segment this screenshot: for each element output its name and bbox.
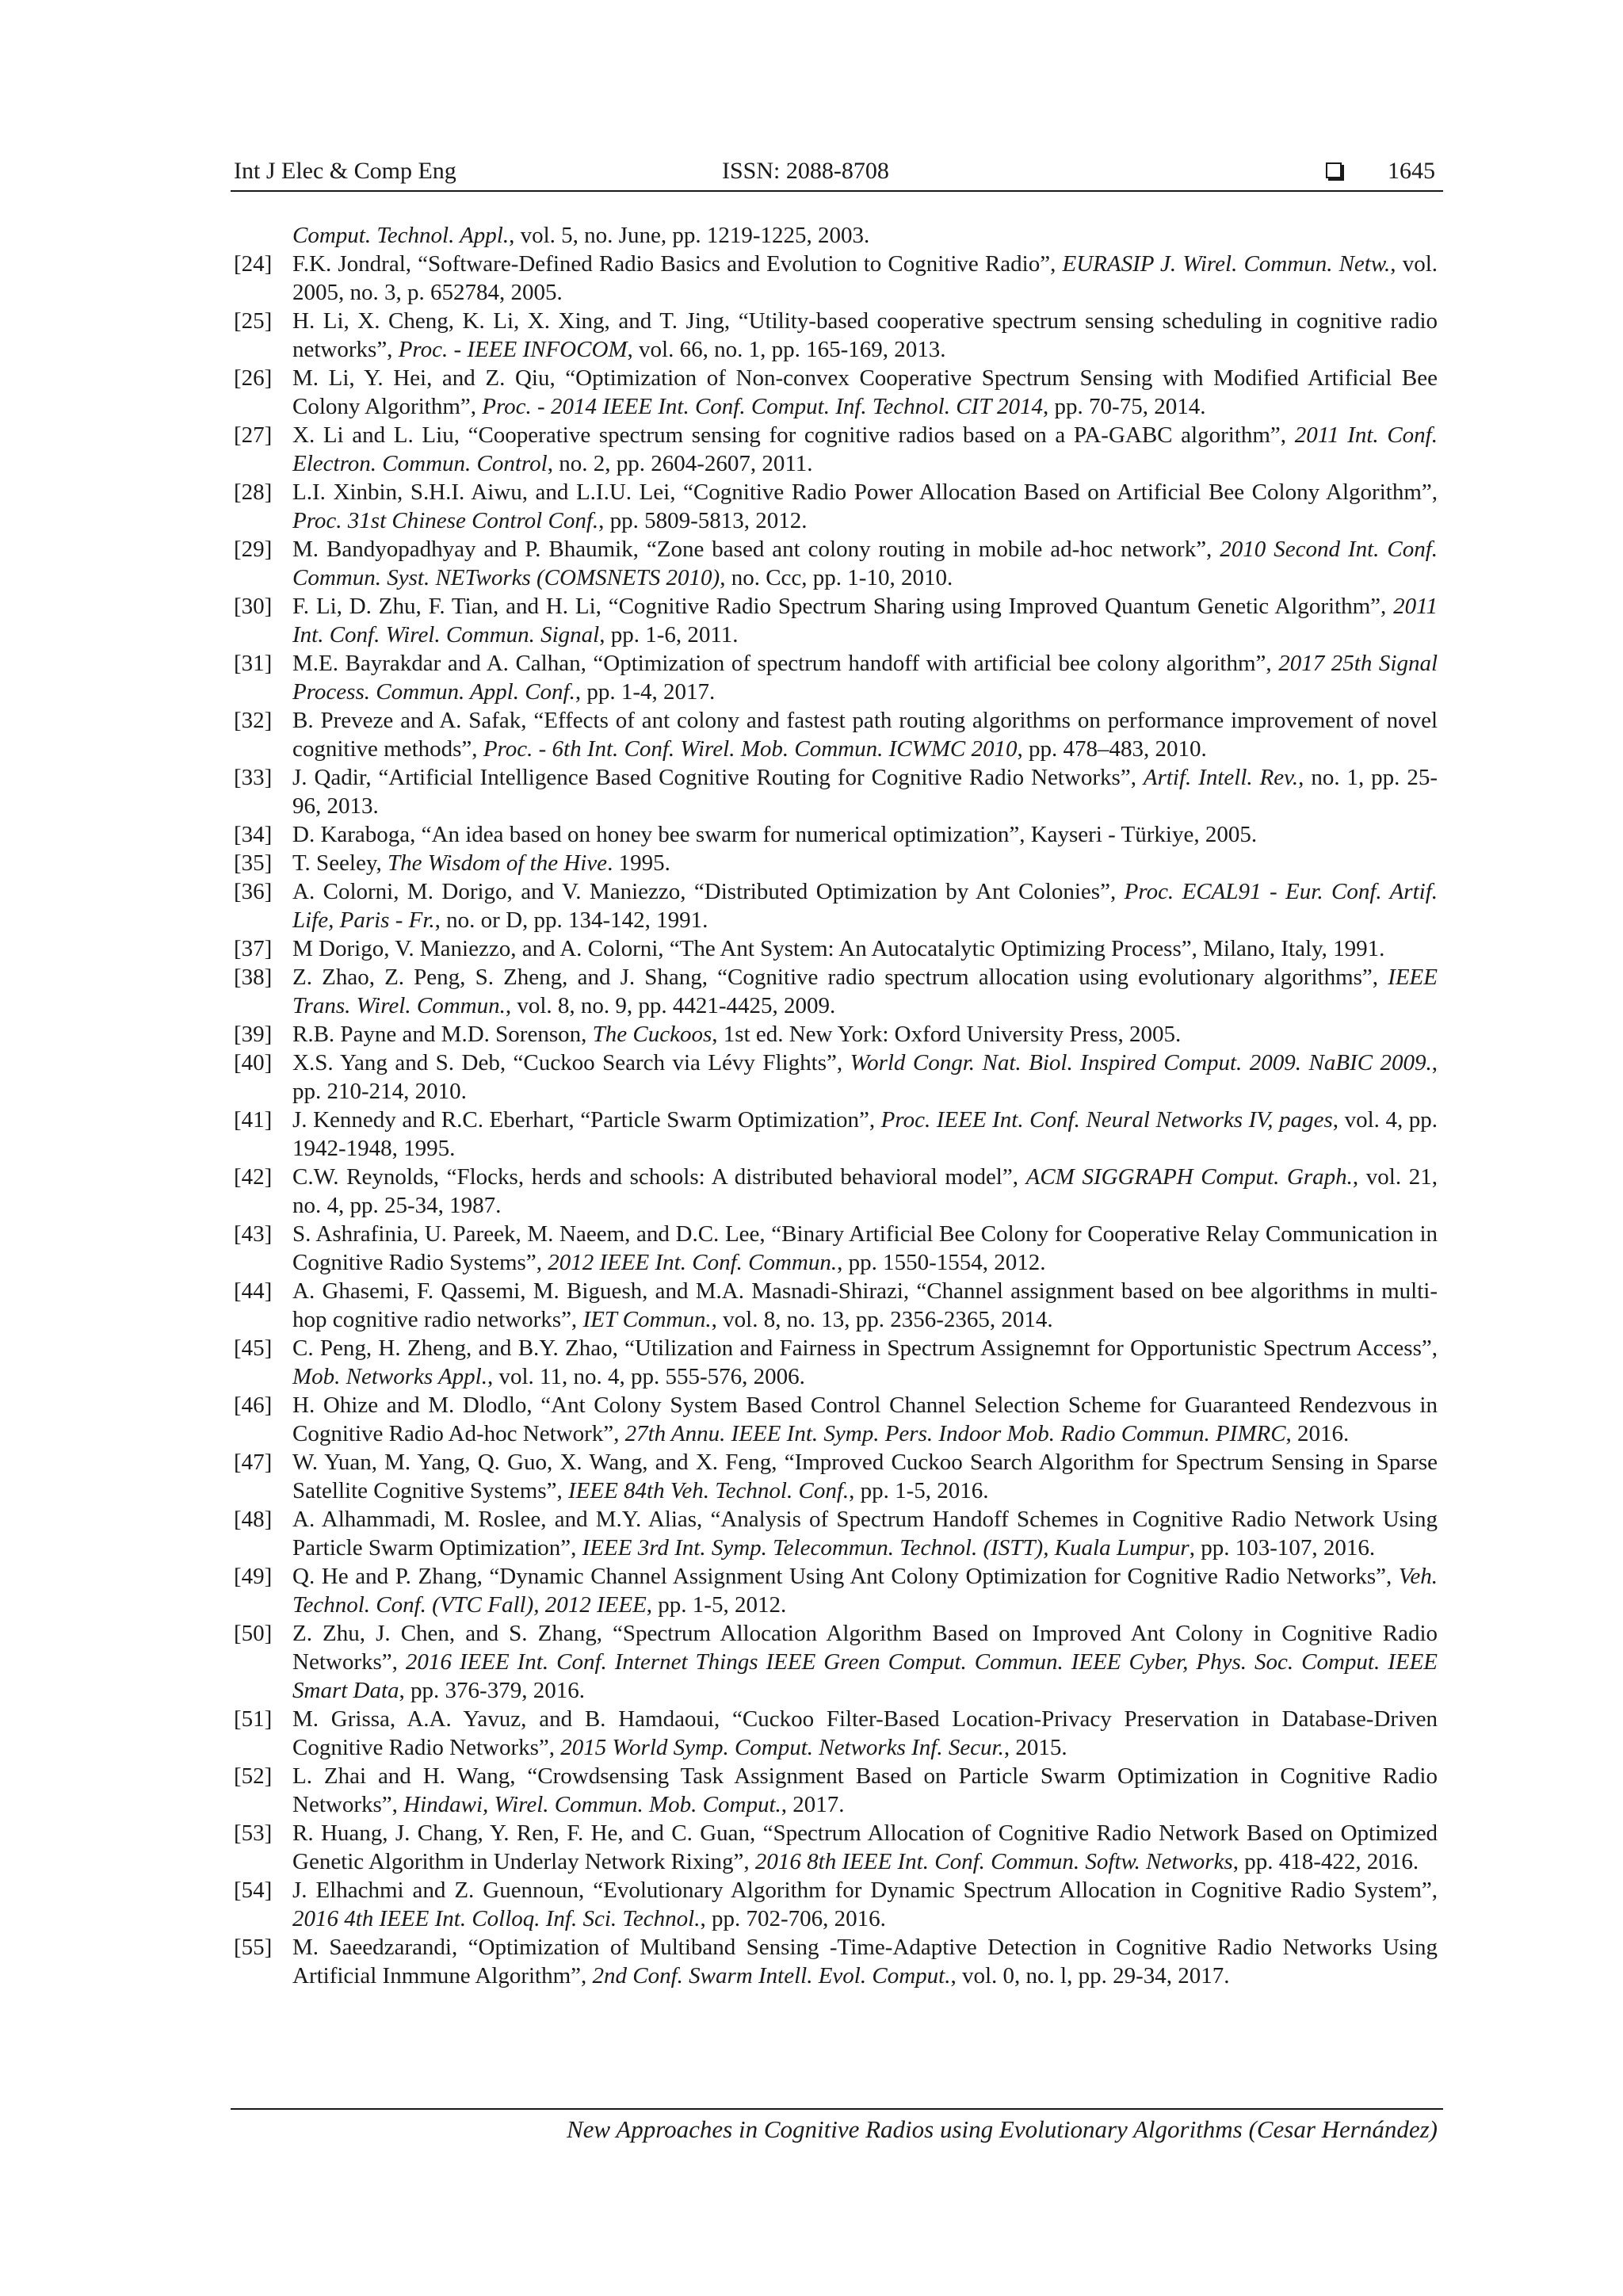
- reference-body: [292, 1220, 1438, 1277]
- reference-text: Z. Zhao, Z. Peng, S. Zheng, and J. Shang, “Cognitive radio spectrum allocation using evolutionary algorithms”,: [292, 965, 1388, 990]
- reference-item: [231, 307, 1438, 364]
- reference-body: [292, 421, 1438, 478]
- reference-source: 2011 Int. Conf. Electron. Commun. Control: [292, 422, 1438, 476]
- reference-source: Comput. Technol. Appl.: [292, 223, 510, 248]
- footer-rule: [231, 2108, 1443, 2110]
- reference-item: [231, 478, 1438, 535]
- reference-body: [292, 820, 1438, 849]
- reference-body: [292, 1562, 1438, 1619]
- reference-item: [231, 1505, 1438, 1562]
- reference-body: [292, 649, 1438, 706]
- reference-number: [35]: [234, 850, 273, 876]
- reference-item: [231, 849, 1438, 877]
- reference-number: [26]: [234, 365, 273, 391]
- reference-text: D. Karaboga, “An idea based on honey bee swarm for numerical optimization”, Kayseri - Türkiye, 2005.: [292, 822, 1258, 847]
- reference-text: J. Qadir, “Artificial Intelligence Based Cognitive Routing for Cognitive Radio Networks”,: [292, 765, 1144, 790]
- reference-source: Artif. Intell. Rev.: [1143, 765, 1299, 790]
- reference-body: [292, 963, 1438, 1020]
- reference-number: [32]: [234, 708, 273, 733]
- reference-text: B. Preveze and A. Safak, “Effects of ant colony and fastest path routing algorithms on performance improvement of novel cognitive methods”,: [292, 708, 1438, 762]
- reference-text: , pp. 1550-1554, 2012.: [837, 1250, 1046, 1275]
- reference-body: [292, 1391, 1438, 1448]
- reference-source: ACM SIGGRAPH Comput. Graph.: [1025, 1164, 1353, 1190]
- reference-body: [292, 592, 1438, 649]
- reference-source: Veh. Technol. Conf. (VTC Fall), 2012 IEEE: [292, 1564, 1438, 1618]
- reference-text: , no. or D, pp. 134-142, 1991.: [434, 907, 708, 933]
- reference-number: [44]: [234, 1278, 273, 1304]
- reference-item: [231, 1705, 1438, 1762]
- reference-number: [40]: [234, 1050, 273, 1075]
- reference-body: [292, 1705, 1438, 1762]
- reference-number: [42]: [234, 1164, 273, 1190]
- reference-body: [292, 877, 1438, 934]
- reference-item: [231, 1448, 1438, 1505]
- reference-text: , pp. 478–483, 2010.: [1017, 736, 1207, 762]
- reference-item: [231, 963, 1438, 1020]
- reference-text: , no. 1, pp. 25-96, 2013.: [292, 765, 1438, 819]
- reference-text: , pp. 376-379, 2016.: [399, 1678, 585, 1703]
- reference-number: [41]: [234, 1107, 273, 1133]
- reference-text: M Dorigo, V. Maniezzo, and A. Colorni, “The Ant System: An Autocatalytic Optimizing Process”, Milano, Italy, 1991.: [292, 936, 1385, 961]
- running-header: [231, 155, 1443, 190]
- reference-item: [231, 763, 1438, 820]
- reference-body: [292, 1819, 1438, 1876]
- reference-source: Hindawi, Wirel. Commun. Mob. Comput.: [403, 1792, 781, 1817]
- reference-text: , pp. 1-4, 2017.: [575, 679, 716, 705]
- reference-item: [231, 1819, 1438, 1876]
- reference-item: [231, 592, 1438, 649]
- reference-source: 2016 4th IEEE Int. Colloq. Inf. Sci. Technol.: [292, 1906, 701, 1931]
- reference-number: [45]: [234, 1335, 273, 1361]
- reference-number: [31]: [234, 651, 273, 676]
- reference-number: [28]: [234, 479, 273, 505]
- reference-number: [49]: [234, 1564, 273, 1589]
- reference-item: [231, 1049, 1438, 1106]
- reference-body: [292, 763, 1438, 820]
- page-number: 1645: [1388, 158, 1435, 184]
- reference-text: S. Ashrafinia, U. Pareek, M. Naeem, and D.C. Lee, “Binary Artificial Bee Colony for Cooperative Relay Communication in Cognitive Radio Systems”,: [292, 1221, 1438, 1275]
- reference-item: [231, 421, 1438, 478]
- reference-body: [292, 364, 1438, 421]
- reference-item: [231, 1277, 1438, 1334]
- reference-source: 2015 World Symp. Comput. Networks Inf. Secur.: [560, 1735, 1004, 1760]
- reference-text: T. Seeley,: [292, 850, 388, 876]
- reference-source: Mob. Networks Appl.: [292, 1364, 487, 1389]
- reference-text: F.K. Jondral, “Software-Defined Radio Basics and Evolution to Cognitive Radio”,: [292, 251, 1063, 277]
- reference-text: R. Huang, J. Chang, Y. Ren, F. He, and C. Guan, “Spectrum Allocation of Cognitive Radio Network Based on Optimized Genetic Algorithm in Underlay Network Rixing”,: [292, 1820, 1438, 1874]
- reference-body: [292, 250, 1438, 307]
- reference-text: R.B. Payne and M.D. Sorenson,: [292, 1022, 593, 1047]
- reference-text: , vol. 0, no. l, pp. 29-34, 2017.: [950, 1963, 1230, 1988]
- reference-text: Q. He and P. Zhang, “Dynamic Channel Assignment Using Ant Colony Optimization for Cognitive Radio Networks”,: [292, 1564, 1399, 1589]
- reference-body: [292, 1448, 1438, 1505]
- reference-item: [231, 1020, 1438, 1049]
- reference-source: 2011 Int. Conf. Wirel. Commun. Signal: [292, 594, 1438, 648]
- reference-text: , pp. 210-214, 2010.: [292, 1050, 1438, 1104]
- reference-number: [52]: [234, 1763, 273, 1789]
- journal-name: Int J Elec & Comp Eng: [234, 158, 456, 184]
- reference-number: [50]: [234, 1621, 273, 1646]
- reference-item: [231, 934, 1438, 963]
- reference-text: , pp. 1-6, 2011.: [599, 622, 739, 648]
- reference-body: [292, 1049, 1438, 1106]
- reference-text: , pp. 70-75, 2014.: [1043, 394, 1206, 419]
- reference-text: , no. Ccc, pp. 1-10, 2010.: [720, 565, 953, 590]
- reference-source: Proc. 31st Chinese Control Conf.: [292, 508, 599, 533]
- reference-source: World Congr. Nat. Biol. Inspired Comput. 2009. NaBIC 2009.: [850, 1050, 1432, 1075]
- reference-source: Proc. - IEEE INFOCOM: [398, 337, 628, 362]
- reference-text: , pp. 5809-5813, 2012.: [598, 508, 808, 533]
- reference-number: [37]: [234, 936, 273, 961]
- reference-number: [29]: [234, 537, 273, 562]
- reference-source: 2012 IEEE Int. Conf. Commun.: [548, 1250, 838, 1275]
- reference-text: X.S. Yang and S. Deb, “Cuckoo Search via Lévy Flights”,: [292, 1050, 850, 1075]
- reference-item: [231, 1876, 1438, 1933]
- reference-text: M. Li, Y. Hei, and Z. Qiu, “Optimization of Non-convex Cooperative Spectrum Sensing with Modified Artificial Bee Colony Algorithm”,: [292, 365, 1438, 419]
- reference-text: , 1st ed. New York: Oxford University Press, 2005.: [712, 1022, 1182, 1047]
- reference-body: [292, 1106, 1438, 1163]
- reference-text: , vol. 66, no. 1, pp. 165-169, 2013.: [627, 337, 946, 362]
- reference-text: , pp. 1-5, 2016.: [849, 1478, 989, 1503]
- reference-body: [292, 934, 1438, 963]
- reference-text: J. Elhachmi and Z. Guennoun, “Evolutionary Algorithm for Dynamic Spectrum Allocation in Cognitive Radio System”,: [292, 1878, 1438, 1903]
- reference-item: [231, 820, 1438, 849]
- reference-body: [231, 221, 1438, 250]
- reference-text: H. Ohize and M. Dlodlo, “Ant Colony System Based Control Channel Selection Scheme for Guaranteed Rendezvous in Cognitive Radio Ad-hoc Network”,: [292, 1392, 1438, 1446]
- reference-text: A. Ghasemi, F. Qassemi, M. Biguesh, and M.A. Masnadi-Shirazi, “Channel assignment based on bee algorithms in multi-hop cognitive radio networks”,: [292, 1278, 1438, 1332]
- reference-source: 2010 Second Int. Conf. Commun. Syst. NETworks (COMSNETS 2010): [292, 537, 1438, 590]
- reference-number: [39]: [234, 1022, 273, 1047]
- reference-source: The Wisdom of the Hive: [387, 850, 608, 876]
- reference-text: H. Li, X. Cheng, K. Li, X. Xing, and T. Jing, “Utility-based cooperative spectrum sensing scheduling in cognitive radio networks”,: [292, 308, 1438, 362]
- reference-body: [292, 1933, 1438, 1990]
- reference-number: [34]: [234, 822, 273, 847]
- reference-text: M. Grissa, A.A. Yavuz, and B. Hamdaoui, “Cuckoo Filter-Based Location-Privacy Preservation in Database-Driven Cognitive Radio Networks”,: [292, 1706, 1438, 1760]
- header-rule: [231, 190, 1443, 192]
- reference-source: Proc. ECAL91 - Eur. Conf. Artif. Life, Paris - Fr.: [292, 879, 1438, 933]
- reference-body: [292, 1505, 1438, 1562]
- reference-text: , vol. 2005, no. 3, p. 652784, 2005.: [292, 251, 1438, 305]
- reference-text: L. Zhai and H. Wang, “Crowdsensing Task Assignment Based on Particle Swarm Optimization in Cognitive Radio Networks”,: [292, 1763, 1438, 1817]
- reference-body: [292, 1277, 1438, 1334]
- reference-number: [54]: [234, 1878, 273, 1903]
- reference-number: [43]: [234, 1221, 273, 1247]
- reference-body: [292, 1020, 1438, 1049]
- reference-text: C. Peng, H. Zheng, and B.Y. Zhao, “Utilization and Fairness in Spectrum Assignemnt for Opportunistic Spectrum Access”,: [292, 1335, 1438, 1361]
- reference-text: , vol. 11, no. 4, pp. 555-576, 2006.: [487, 1364, 805, 1389]
- reference-number: [48]: [234, 1507, 273, 1532]
- reference-item: [231, 649, 1438, 706]
- reference-text: . 1995.: [607, 850, 670, 876]
- reference-source: The Cuckoos: [592, 1022, 712, 1047]
- reference-number: [47]: [234, 1450, 273, 1475]
- reference-item: [231, 1762, 1438, 1819]
- reference-text: , pp. 418-422, 2016.: [1232, 1849, 1419, 1874]
- reference-body: [292, 1762, 1438, 1819]
- reference-source: Proc. IEEE Int. Conf. Neural Networks IV, pages: [880, 1107, 1333, 1133]
- reference-body: [292, 1876, 1438, 1933]
- reference-text: Z. Zhu, J. Chen, and S. Zhang, “Spectrum Allocation Algorithm Based on Improved Ant Colony in Cognitive Radio Networks”,: [292, 1621, 1438, 1675]
- reference-item: [231, 364, 1438, 421]
- reference-source: 27th Annu. IEEE Int. Symp. Pers. Indoor Mob. Radio Commun. PIMRC: [624, 1421, 1286, 1446]
- checkbox-square-icon: [1326, 162, 1342, 178]
- reference-text: W. Yuan, M. Yang, Q. Guo, X. Wang, and X. Feng, “Improved Cuckoo Search Algorithm for Spectrum Sensing in Sparse Satellite Cognitive Systems”,: [292, 1450, 1438, 1503]
- reference-text: A. Alhammadi, M. Roslee, and M.Y. Alias, “Analysis of Spectrum Handoff Schemes in Cognitive Radio Network Using Particle Swarm Optimization”,: [292, 1507, 1438, 1561]
- reference-text: , 2015.: [1003, 1735, 1067, 1760]
- reference-body: [292, 478, 1438, 535]
- reference-text: , vol. 21, no. 4, pp. 25-34, 1987.: [292, 1164, 1438, 1218]
- reference-source: IEEE 84th Veh. Technol. Conf.: [567, 1478, 850, 1503]
- reference-text: A. Colorni, M. Dorigo, and V. Maniezzo, “Distributed Optimization by Ant Colonies”,: [292, 879, 1125, 904]
- reference-text: F. Li, D. Zhu, F. Tian, and H. Li, “Cognitive Radio Spectrum Sharing using Improved Quantum Genetic Algorithm”,: [292, 594, 1394, 619]
- reference-text: M.E. Bayrakdar and A. Calhan, “Optimization of spectrum handoff with artificial bee colony algorithm”,: [292, 651, 1279, 676]
- reference-number: [53]: [234, 1820, 273, 1846]
- reference-body: [292, 706, 1438, 763]
- reference-body: [292, 1163, 1438, 1220]
- reference-item: [231, 706, 1438, 763]
- reference-text: , 2017.: [781, 1792, 845, 1817]
- reference-text: , pp. 702-706, 2016.: [700, 1906, 886, 1931]
- reference-item: [231, 1334, 1438, 1391]
- reference-text: L.I. Xinbin, S.H.I. Aiwu, and L.I.U. Lei, “Cognitive Radio Power Allocation Based on Artificial Bee Colony Algorithm”,: [292, 479, 1438, 505]
- reference-text: , vol. 8, no. 9, pp. 4421-4425, 2009.: [505, 993, 836, 1018]
- reference-source: EURASIP J. Wirel. Commun. Netw.: [1062, 251, 1391, 277]
- reference-item: [231, 1562, 1438, 1619]
- reference-number: [55]: [234, 1935, 273, 1960]
- reference-text: M. Bandyopadhyay and P. Bhaumik, “Zone based ant colony routing in mobile ad-hoc network”,: [292, 537, 1220, 562]
- reference-item: [231, 1220, 1438, 1277]
- reference-number: [46]: [234, 1392, 273, 1418]
- reference-source: IET Commun.: [582, 1307, 712, 1332]
- reference-source: IEEE Trans. Wirel. Commun.: [292, 965, 1438, 1018]
- reference-source: 2017 25th Signal Process. Commun. Appl. Conf.: [292, 651, 1438, 705]
- reference-number: [33]: [234, 765, 273, 790]
- reference-text: , vol. 5, no. June, pp. 1219-1225, 2003.: [509, 223, 870, 248]
- reference-number: [36]: [234, 879, 273, 904]
- reference-source: 2nd Conf. Swarm Intell. Evol. Comput.: [592, 1963, 951, 1988]
- reference-body: [292, 307, 1438, 364]
- reference-text: J. Kennedy and R.C. Eberhart, “Particle Swarm Optimization”,: [292, 1107, 881, 1133]
- reference-body: [292, 1619, 1438, 1705]
- reference-source: 2016 IEEE Int. Conf. Internet Things IEEE Green Comput. Commun. IEEE Cyber, Phys. Soc. Comput. IEEE Smart Data: [292, 1649, 1438, 1703]
- reference-text: , vol. 8, no. 13, pp. 2356-2365, 2014.: [711, 1307, 1053, 1332]
- reference-item: [231, 1933, 1438, 1990]
- reference-item: [231, 535, 1438, 592]
- reference-item: [231, 250, 1438, 307]
- reference-number: [25]: [234, 308, 273, 334]
- reference-number: [27]: [234, 422, 273, 448]
- reference-source: IEEE 3rd Int. Symp. Telecommun. Technol. (ISTT), Kuala Lumpur: [582, 1535, 1190, 1561]
- reference-number: [30]: [234, 594, 273, 619]
- reference-continuation: [231, 221, 1438, 250]
- reference-body: [292, 535, 1438, 592]
- reference-text: , vol. 4, pp. 1942-1948, 1995.: [292, 1107, 1438, 1161]
- reference-item: [231, 1106, 1438, 1163]
- reference-number: [38]: [234, 965, 273, 990]
- reference-body: [292, 1334, 1438, 1391]
- reference-text: , no. 2, pp. 2604-2607, 2011.: [547, 451, 813, 476]
- reference-source: 2016 8th IEEE Int. Conf. Commun. Softw. Networks: [754, 1849, 1233, 1874]
- reference-text: C.W. Reynolds, “Flocks, herds and schools: A distributed behavioral model”,: [292, 1164, 1026, 1190]
- reference-text: M. Saeedzarandi, “Optimization of Multiband Sensing -Time-Adaptive Detection in Cognitive Radio Networks Using Artificial Inmmune Algorithm”,: [292, 1935, 1438, 1988]
- reference-list: [231, 221, 1438, 1990]
- reference-body: [292, 849, 1438, 877]
- reference-item: [231, 1391, 1438, 1448]
- reference-source: Proc. - 6th Int. Conf. Wirel. Mob. Commun. ICWMC 2010: [483, 736, 1018, 762]
- reference-number: [51]: [234, 1706, 273, 1732]
- reference-item: [231, 1163, 1438, 1220]
- reference-text: , 2016.: [1285, 1421, 1350, 1446]
- reference-number: [24]: [234, 251, 273, 277]
- issn-label: ISSN: 2088-8708: [722, 158, 889, 184]
- reference-item: [231, 1619, 1438, 1705]
- reference-text: , pp. 103-107, 2016.: [1189, 1535, 1376, 1561]
- running-footer: New Approaches in Cognitive Radios using Evolutionary Algorithms (Cesar Hernández): [566, 2115, 1438, 2143]
- reference-text: X. Li and L. Liu, “Cooperative spectrum sensing for cognitive radios based on a PA-GABC algorithm”,: [292, 422, 1295, 448]
- reference-source: Proc. - 2014 IEEE Int. Conf. Comput. Inf. Technol. CIT 2014: [482, 394, 1044, 419]
- reference-item: [231, 877, 1438, 934]
- reference-text: , pp. 1-5, 2012.: [646, 1592, 787, 1618]
